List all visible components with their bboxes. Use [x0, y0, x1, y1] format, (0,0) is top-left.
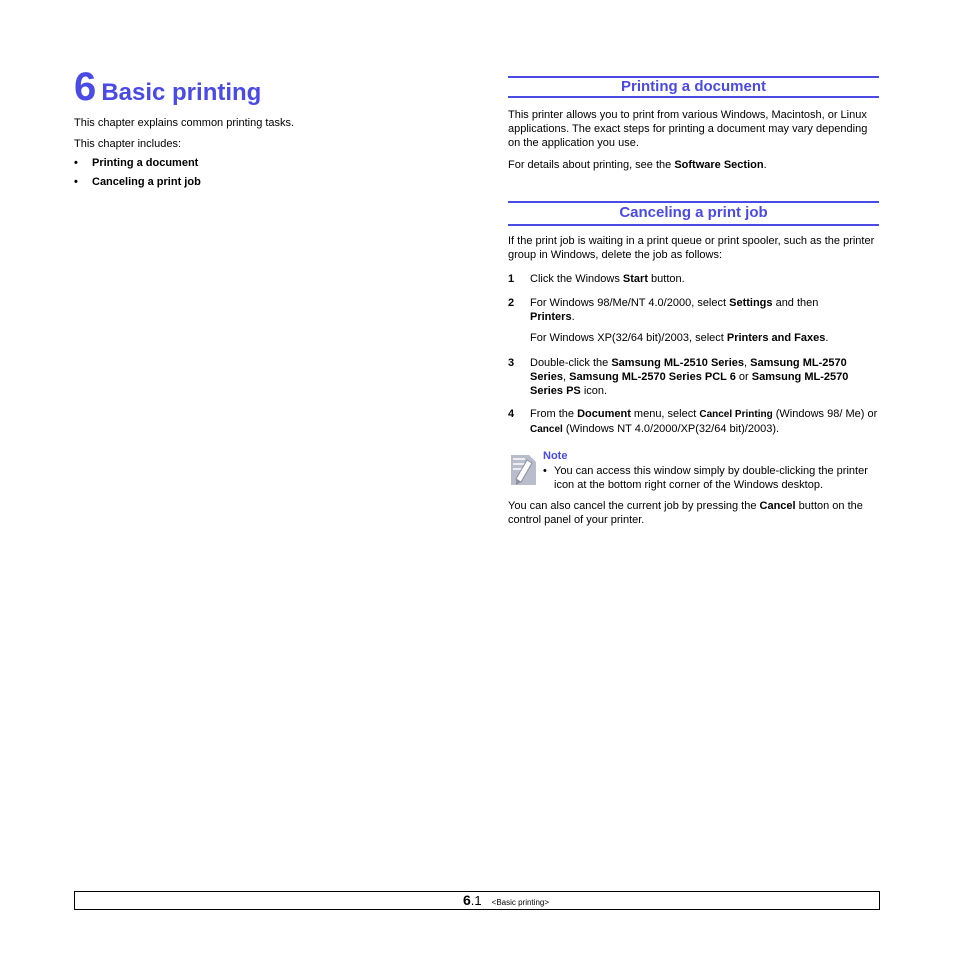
software-section-ref: Software Section — [674, 159, 764, 171]
section-heading-canceling — [508, 201, 879, 226]
step-number: 2 — [508, 297, 515, 309]
step-4 — [508, 407, 879, 437]
step-text: Double-click the Samsung ML-2510 Series, Samsung ML-2570 Series, Samsung ML-2570 Series PCL 6 or Samsung ML-2570 Series PS icon. — [530, 357, 849, 397]
step-3 — [508, 356, 879, 398]
step-2 — [508, 296, 879, 324]
section-title: Canceling a print job — [619, 204, 768, 221]
chapter-title: Basic printing — [101, 79, 262, 106]
step-text: Click the Windows Start button. — [530, 273, 685, 285]
chapter-includes: This chapter includes: — [74, 138, 181, 150]
chapter-intro: This chapter explains common printing tasks. — [74, 117, 295, 129]
toc-item-label: Canceling a print job — [92, 176, 201, 188]
toc-item-label: Printing a document — [92, 157, 199, 169]
chapter-toc — [74, 156, 454, 194]
printing-paragraph: This printer allows you to print from various Windows, Macintosh, or Linux applications. The exact steps for printing a document may vary depending on the application you use. — [508, 109, 868, 149]
note-title: Note — [543, 450, 568, 462]
bullet-icon: • — [74, 176, 78, 188]
step-number: 1 — [508, 273, 515, 285]
page-footer — [74, 891, 880, 910]
bullet-icon: • — [74, 157, 78, 169]
closing-paragraph: You can also cancel the current job by pressing the Cancel button on the control panel of your printer. — [508, 500, 863, 526]
canceling-intro: If the print job is waiting in a print queue or print spooler, such as the printer group in Windows, delete the job as follows: — [508, 235, 875, 261]
note-text: You can access this window simply by double-clicking the printer icon at the bottom right corner of the Windows desktop. — [554, 465, 868, 491]
section-title: Printing a document — [620, 78, 766, 95]
note-body — [543, 464, 883, 492]
note-pencil-icon — [508, 451, 538, 489]
chapter-heading — [74, 64, 474, 116]
footer-label: <Basic printing> — [491, 898, 550, 907]
step-1 — [508, 272, 879, 286]
printing-details: For details about printing, see the Software Section. — [508, 159, 767, 171]
bullet-icon: • — [543, 465, 547, 477]
step-number: 3 — [508, 357, 515, 369]
chapter-number: 6 — [74, 65, 97, 109]
step-number: 4 — [508, 408, 515, 420]
step-text: From the Document menu, select Cancel Printing (Windows 98/ Me) or Cancel (Windows NT 4.0/2000/XP(32/64 bit)/2003). — [530, 408, 878, 435]
footer-chapter-number: 6 — [463, 892, 471, 908]
footer-page-number: .1 — [470, 893, 482, 908]
step-2-xp-note: For Windows XP(32/64 bit)/2003, select Printers and Faxes. — [530, 332, 829, 344]
toc-item — [74, 175, 454, 194]
step-text: For Windows 98/Me/NT 4.0/2000, select Settings and then Printers. — [530, 297, 819, 323]
toc-item — [74, 156, 454, 175]
section-heading-printing — [508, 76, 879, 98]
